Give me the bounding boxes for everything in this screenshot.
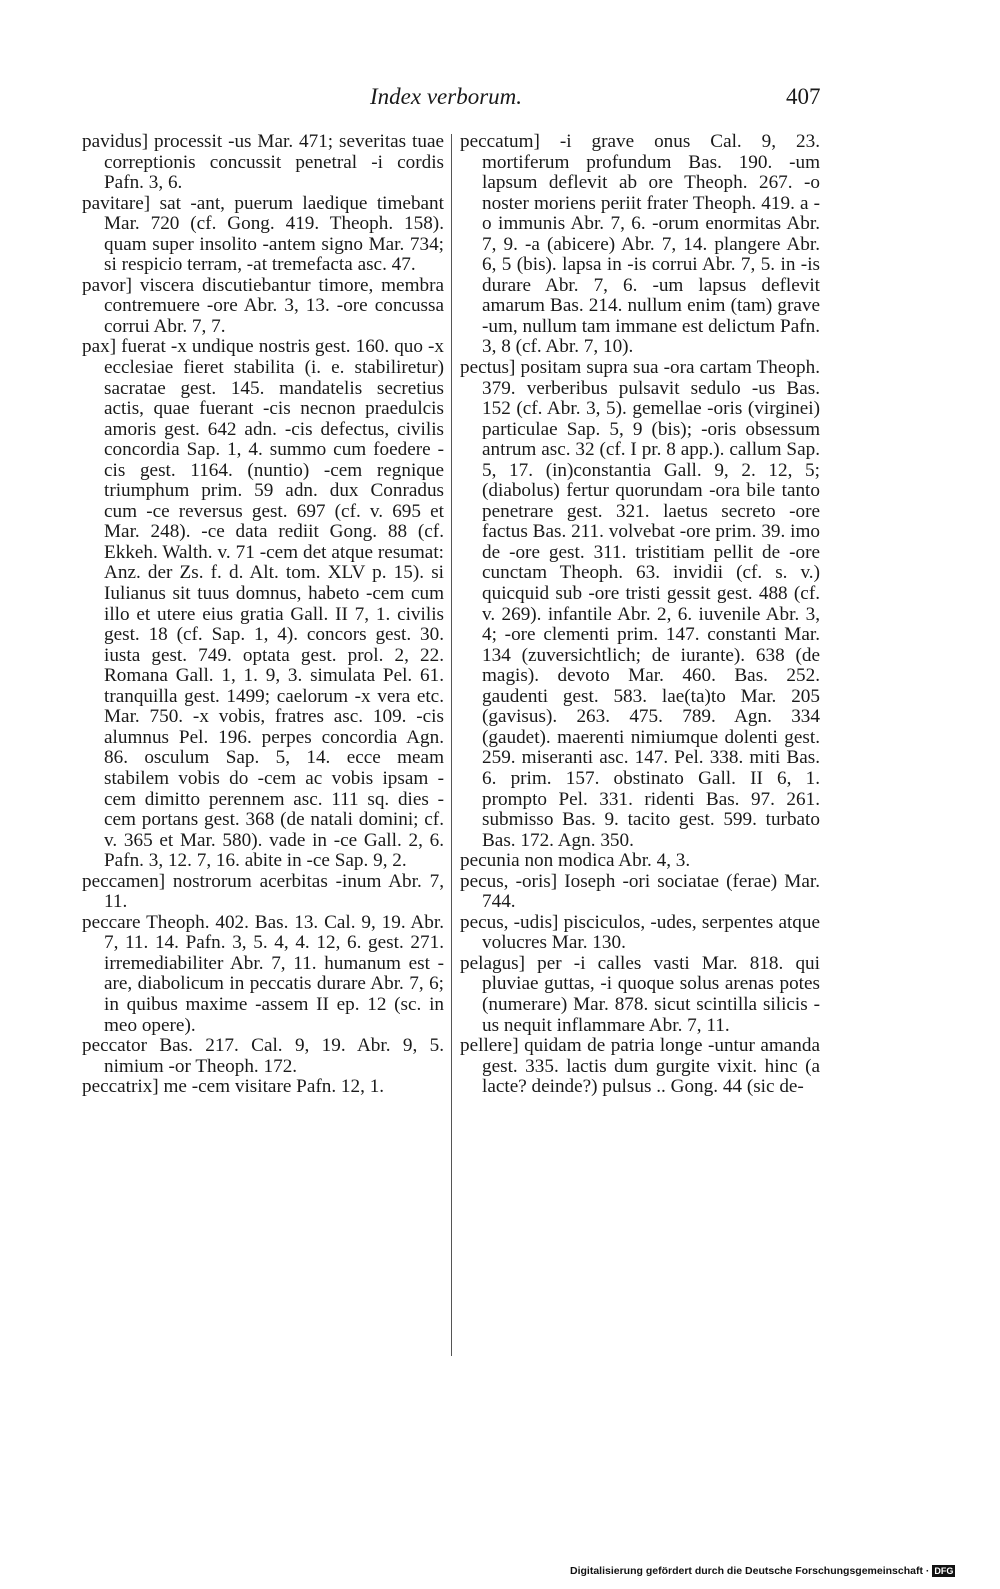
dfg-logo-icon: DFG xyxy=(934,1566,954,1577)
running-head-title: Index verborum. xyxy=(370,84,523,109)
index-entry-pecunia: pecunia non modica Abr. 4, 3. xyxy=(460,850,691,872)
index-entry-pelagus: pelagus] per -i calles vasti Mar. 818. qui pluviae guttas, -i quoque solus arenas potes (numerare) Mar. 878. sicut scintilla silicis -us nequit inflammare Abr. 7, 11. xyxy=(460,952,820,1036)
index-entry-pecus-oris: pecus, -oris] Ioseph -ori sociatae (ferae) Mar. 744. xyxy=(460,870,820,913)
index-entry-peccator: peccator Bas. 217. Cal. 9, 19. Abr. 9, 5. nimium -or Theoph. 172. xyxy=(82,1035,444,1077)
page-number: 407 xyxy=(786,84,821,109)
right-column xyxy=(460,132,820,1098)
index-entry-pavitare: pavitare] sat -ant, puerum laedique timebant Mar. 720 (cf. Gong. 419. Theoph. 158). quam super insolito -antem signo Mar. 734; si respicio terram, -at tremefacta asc. 47. xyxy=(82,192,444,276)
column-divider xyxy=(451,134,452,1356)
index-entry-pecus-udis: pecus, -udis] pisciculos, -udes, serpentes atque volucres Mar. 130. xyxy=(460,911,820,954)
index-entry-peccatum: peccatum] -i grave onus Cal. 9, 23. mortiferum profundum Bas. 190. -um lapsum deflevit ab ore Theoph. 267. -o noster moriens periit frater Theoph. 419. a -o immunis Abr. 7, 6. -orum enormitas Abr. 7, 9. -a (abicere) Abr. 7, 14. plangere Abr. 6, 5 (bis). lapsa in -is corrui Abr. 7, 5. in -is durare Abr. 7, 6. -um lapsus deflevit amarum Bas. 214. nullum enim (tam) grave -um, nullum tam immane est delictum Pafn. 3, 8 (cf. Abr. 7, 10). xyxy=(460,131,820,358)
index-entry-peccatrix: peccatrix] me -cem visitare Pafn. 12, 1. xyxy=(82,1076,385,1098)
index-entry-peccamen: peccamen] nostrorum acerbitas -inum Abr. 7, 11. xyxy=(82,870,444,913)
running-head xyxy=(0,84,1000,114)
index-entry-pavor: pavor] viscera discutiebantur timore, membra contremuere -ore Abr. 3, 13. -ore concussa corrui Abr. 7, 7. xyxy=(82,274,444,337)
digitization-credit-text: Digitalisierung gefördert durch die Deutsche Forschungsgemeinschaft · xyxy=(570,1565,930,1577)
index-entry-pellere: pellere] quidam de patria longe -untur amanda gest. 335. lactis dum gurgite vixit. hinc (a lacte? deinde?) pulsus .. Gong. 44 (sic de- xyxy=(460,1035,820,1098)
index-entry-pavidus: pavidus] processit -us Mar. 471; severitas tuae correptionis concussit penetral -i cordis Pafn. 3, 6. xyxy=(82,131,444,194)
index-entry-peccare: peccare Theoph. 402. Bas. 13. Cal. 9, 19. Abr. 7, 11. 14. Pafn. 3, 5. 4, 4. 12, 6. gest. 271. irremediabiliter Abr. 7, 11. humanum est -are, diabolicum in peccatis durare Abr. 7, 6; in quibus maxime -assem II ep. 12 (sc. in meo opere). xyxy=(82,911,444,1036)
digitization-credit xyxy=(570,1565,955,1577)
left-column xyxy=(82,132,444,1098)
index-entry-pectus: pectus] positam supra sua -ora cartam Theoph. 379. verberibus pulsavit sedulo -us Bas. 152 (cf. Abr. 3, 5). gemellae -oris (virginei) particulae Sap. 5, 9 (bis); -oris obsessum antrum asc. 32 (cf. I pr. 8 app.). callum Sap. 5, 17. (in)constantia Gall. 9, 2. 12, 5; (diabolus) fertur quorundam -ora bile tanto penetrare gest. 321. laetus secreto -ore factus Bas. 211. volvebat -ore prim. 39. imo de -ore gest. 311. tristitiam pellit de -ore cunctam Theoph. 63. invidii (cf. s. v.) quicquid sub -ore tristi gessit gest. 488 (cf. v. 269). infantile Abr. 2, 6. iuvenile Abr. 3, 4; -ore clementi prim. 147. constanti Mar. 134 (zuversichtlich; de iurante). 638 (de magis). devoto Mar. 460. Bas. 252. gaudenti gest. 583. lae(ta)to Mar. 205 (gavisus). 263. 475. 789. Agn. 334 (gaudet). maerenti nimiumque dolenti gest. 259. miseranti asc. 147. Pel. 338. miti Bas. 6. prim. 157. obstinato Gall. II 6, 1. prompto Pel. 331. ridenti Bas. 97. 261. submisso Bas. 9. tacito gest. 599. turbato Bas. 172. Agn. 350. xyxy=(460,357,820,851)
index-entry-pax: pax] fuerat -x undique nostris gest. 160. quo -x ecclesiae fieret stabilita (i. e. stabiliretur) sacratae gest. 145. mandatelis secretius actis, quae fuerant -cis necnon praedulcis amoris gest. 642 adn. -cis defectus, civilis concordia Sap. 1, 4. summo cum foedere -cis gest. 1164. (nuntio) -cem regnique triumphum prim. 59 adn. dux Conradus cum -ce reversus gest. 697 (cf. v. 695 et Mar. 248). -ce data rediit Gong. 88 (cf. Ekkeh. Walth. v. 71 -cem det atque resumat: Anz. der Zs. f. d. Alt. tom. XLV p. 15). si Iulianus sit tuus domnus, habeto -cem cum illo et utere eius gratia Gall. II 7, 1. civilis gest. 18 (cf. Sap. 1, 4). concors gest. 30. iusta gest. 749. optata gest. prol. 2, 22. Romana Gall. 1, 1. 9, 3. simulata Pel. 61. tranquilla gest. 1499; caelorum -x vera etc. Mar. 750. -x vobis, fratres asc. 109. -cis alumnus Pel. 196. perpes concordia Agn. 86. osculum Sap. 5, 14. ecce meam stabilem vobis do -cem ac vobis ipsam -cem dimitto perennem asc. 111 sq. dies -cem portans gest. 368 (de natali domini; cf. v. 365 et Mar. 580). vade in -ce Gall. 2, 6. Pafn. 3, 12. 7, 16. abite in -ce Sap. 9, 2. xyxy=(82,336,444,872)
